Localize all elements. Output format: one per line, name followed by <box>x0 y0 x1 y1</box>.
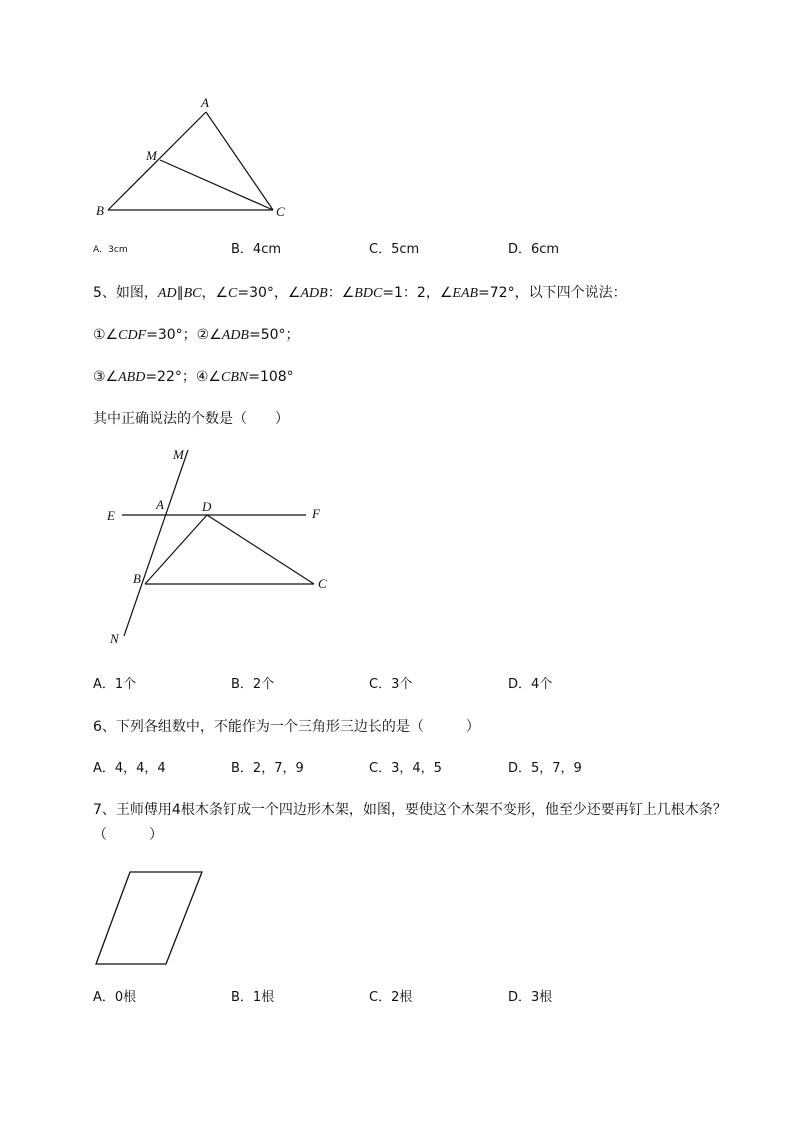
label-d: D <box>202 499 212 514</box>
q5-c: C <box>228 286 238 301</box>
q5-option-a: A．1个 <box>93 677 137 692</box>
q5-s12-text: ①∠ <box>93 327 119 343</box>
q5-stem-text: ，∠ <box>201 285 229 301</box>
label-f: F <box>312 506 320 521</box>
q5-option-d: D．4个 <box>508 677 553 692</box>
segment-ab <box>108 112 206 210</box>
q5-statements-3-4 <box>93 368 294 387</box>
q4-option-c: C．5cm <box>369 242 420 257</box>
q5-statements-1-2 <box>93 326 300 345</box>
q5-bdc: BDC <box>354 286 383 301</box>
parallelogram-figure <box>90 864 210 972</box>
q5-option-b: B．2个 <box>231 677 275 692</box>
q6-option-a: A．4，4，4 <box>93 761 166 776</box>
q5-bc: BC <box>183 286 202 301</box>
q5-cbn: CBN <box>220 370 249 385</box>
q5-s12-text: =50°； <box>248 327 300 343</box>
q4-option-a: A．3cm <box>93 245 128 255</box>
label-e: E <box>107 508 115 523</box>
q5-stem-text: =72°，以下四个说法： <box>478 285 627 301</box>
label-b: B <box>96 203 104 218</box>
q6-option-b: B．2，7，9 <box>231 761 304 776</box>
q5-stem-text: =1：2，∠ <box>382 285 453 301</box>
label-n: N <box>110 631 119 646</box>
q6-option-c: C．3，4，5 <box>369 761 442 776</box>
q5-ad: AD <box>157 286 177 301</box>
label-m: M <box>173 447 184 462</box>
parallelogram-frame <box>96 872 202 964</box>
q5-option-c: C．3个 <box>369 677 413 692</box>
q7-option-b: B．1根 <box>231 990 275 1005</box>
label-m: M <box>146 148 157 163</box>
label-c: C <box>276 204 285 219</box>
q5-stem-text: ：∠ <box>327 285 355 301</box>
triangle-abc-figure <box>88 90 298 225</box>
q4-option-b: B．4cm <box>231 242 282 257</box>
q5-eab: EAB <box>452 286 479 301</box>
q4-option-d: D．6cm <box>508 242 560 257</box>
label-c: C <box>318 576 327 591</box>
segment-dc <box>207 515 314 584</box>
parallel-lines-figure <box>100 444 340 649</box>
q5-stem-text: =30°，∠ <box>237 285 301 301</box>
q6-option-d: D．5，7，9 <box>508 761 582 776</box>
q5-s12-text: =30°；②∠ <box>146 327 222 343</box>
label-b: B <box>133 571 141 586</box>
q7-stem: 7、王师傅用4根木条钉成一个四边形木架，如图，要使这个木架不变形，他至少还要再钉上几根木条？（ ） <box>93 802 727 843</box>
label-a: A <box>156 497 164 512</box>
q7-option-c: C．2根 <box>369 990 413 1005</box>
q5-adb-2: ADB <box>221 328 249 343</box>
q7-option-a: A．0根 <box>93 990 137 1005</box>
q6-stem: 6、下列各组数中，不能作为一个三角形三边长的是（ ） <box>93 719 480 735</box>
q5-question: 其中正确说法的个数是（ ） <box>93 411 289 427</box>
q5-adb: ADB <box>300 286 328 301</box>
q5-s34-text: ③∠ <box>93 369 119 385</box>
q5-cdf: CDF <box>118 328 147 343</box>
q5-s34-text: =108° <box>248 369 294 385</box>
q5-parallel: ∥ <box>176 285 184 301</box>
label-a: A <box>201 95 209 110</box>
q5-abd: ABD <box>118 370 146 385</box>
q7-option-d: D．3根 <box>508 990 553 1005</box>
q5-stem-text: 5、如图， <box>93 285 158 301</box>
line-mn <box>124 450 188 636</box>
q5-stem <box>93 284 627 303</box>
q5-s34-text: =22°；④∠ <box>145 369 221 385</box>
